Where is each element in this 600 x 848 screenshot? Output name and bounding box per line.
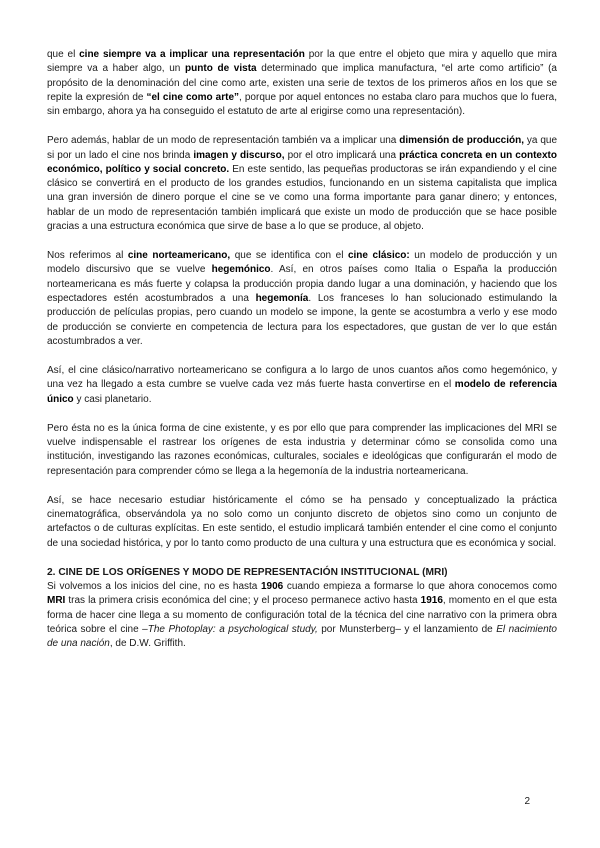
- text-run: que el: [47, 49, 80, 60]
- bold-text: 1906: [260, 580, 284, 592]
- page-body: [47, 48, 557, 651]
- bold-text: 1916: [420, 595, 443, 607]
- paragraph-7: [47, 580, 557, 651]
- paragraph-6: [47, 494, 557, 551]
- paragraph-2: [47, 134, 557, 234]
- text-run: ya que si por un lado el cine nos brinda: [47, 135, 558, 161]
- bold-text: MRI: [47, 595, 66, 607]
- page-number: 2: [524, 796, 530, 807]
- text-run: Si volvemos a los inicios del cine, no es hasta: [47, 580, 261, 592]
- text-run: Así, se hace necesario estudiar históricamente el cómo se ha pensado y conceptualizado la práctica cinematográfica, observándola ya no solo como un conjunto discreto de objetos sino como un conjunto de artefactos o de culturas explícitas. En este sentido, el estudio implicará también entender el cine como el conjunto de una sociedad histórica, y por lo tanto como producto de una cultura y una estructura que es económica y social.: [47, 494, 557, 549]
- text-run: , momento en el que esta forma de hacer cine llega a su momento de configuración total de la técnica del cine narrativo con la primera obra teórica sobre el cine –: [47, 595, 557, 635]
- text-run: Pero ésta no es la única forma de cine existente, y es por ello que para comprender las implicaciones del MRI se vuelve indispensable el rastrear los orígenes de esta industria y determinar cómo se consolida como una institución, investigando las razones económicas, culturales, sociales e ideológicas que configurarán el modo de representación para comprender cómo se llega a la hegemonía de la industria norteamericana.: [47, 422, 557, 477]
- bold-text: cine clásico:: [347, 250, 410, 262]
- text-run: , porque por aquel entonces no estaba claro para muchos que lo fuera, sin embargo, ahora ya ha conseguido el estatuto de arte al erigirse como una representación).: [47, 91, 557, 118]
- bold-text: hegemonía: [255, 293, 309, 305]
- text-run: por Munsterberg– y el lanzamiento de: [317, 623, 497, 635]
- text-run: por la que entre el objeto que mira y aquello que mira siempre va a haber algo, un: [47, 49, 557, 75]
- paragraph-4: [47, 364, 557, 407]
- text-run: . Así, en otros países como Italia o España la producción norteamericana es más fuerte y colapsa la producción propia dando lugar a una dominación, y haciendo que los espectadores estén acostumbrados a una: [47, 264, 557, 305]
- text-run: por el otro implicará una: [284, 149, 400, 161]
- bold-text: punto de vista: [185, 63, 257, 75]
- text-run: y casi planetario.: [73, 393, 152, 405]
- paragraph-3: [47, 249, 557, 349]
- bold-text: dimensión de producción,: [399, 135, 524, 147]
- paragraph-1: [47, 48, 557, 119]
- text-run: Nos referimos al: [47, 250, 128, 262]
- text-run: determinado que implica manufactura, “el arte como artificio” (a propósito de la denominación del cine como arte, existen una serie de textos de los primeros años en los que se repite la expresión de: [47, 63, 557, 103]
- italic-text: El nacimiento de una nación: [47, 623, 557, 650]
- text-run: . Los franceses lo han solucionado estimulando la producción de películas propias, pero cuando un modelo se impone, la gente se acostumbra a verlo y ese modo de producción se convierte en competencia de lectura para los espectadores, que gustan de ver lo que están acostumbrados a ver.: [47, 293, 558, 347]
- text-run: un modelo de producción y un modelo discursivo que se vuelve: [47, 250, 558, 276]
- section-heading: 2. CINE DE LOS ORÍGENES Y MODO DE REPRESENTACIÓN INSTITUCIONAL (MRI): [47, 566, 448, 578]
- bold-text: “el cine como arte”: [146, 91, 240, 103]
- bold-text: modelo de referencia único: [47, 379, 557, 405]
- bold-text: práctica concreta en un contexto económico, político y social concreto.: [47, 149, 557, 175]
- text-run: Así, el cine clásico/narrativo norteamericano se configura a lo largo de unos cuantos años como hegemónico, y una vez ha llegado a esta cumbre se vuelve cada vez más fuerte hasta convertirse en el: [47, 365, 557, 391]
- text-run: En este sentido, las pequeñas productoras se irán expandiendo y el cine clásico se convertirá en el producto de los grandes estudios, funcionando en un sistema capitalista que implica una gran inversión de dinero porque el cine se ve como una forma importante para ganar dinero; y entonces, hablar de un modo de representación también implicará que existe un modo de producción que se hace posible gracias a una estructura económica que sirve de base a lo que se produce, al objeto.: [47, 163, 557, 233]
- bold-text: imagen y discurso,: [193, 149, 285, 161]
- text-run: tras la primera crisis económica del cine; y el proceso permanece activo hasta: [65, 595, 421, 607]
- text-run: que se identifica con el: [230, 250, 348, 262]
- text-run: , de D.W. Griffith.: [109, 638, 186, 650]
- bold-text: cine siempre va a implicar una representación: [79, 49, 305, 60]
- text-run: Pero además, hablar de un modo de representación también va a implicar una: [47, 135, 400, 147]
- italic-text: The Photoplay: a psychological study,: [147, 623, 318, 635]
- paragraph-5: [47, 422, 557, 479]
- text-run: cuando empieza a formarse lo que ahora conocemos como: [283, 580, 557, 592]
- bold-text: cine norteamericano,: [127, 250, 231, 262]
- bold-text: hegemónico: [211, 264, 271, 276]
